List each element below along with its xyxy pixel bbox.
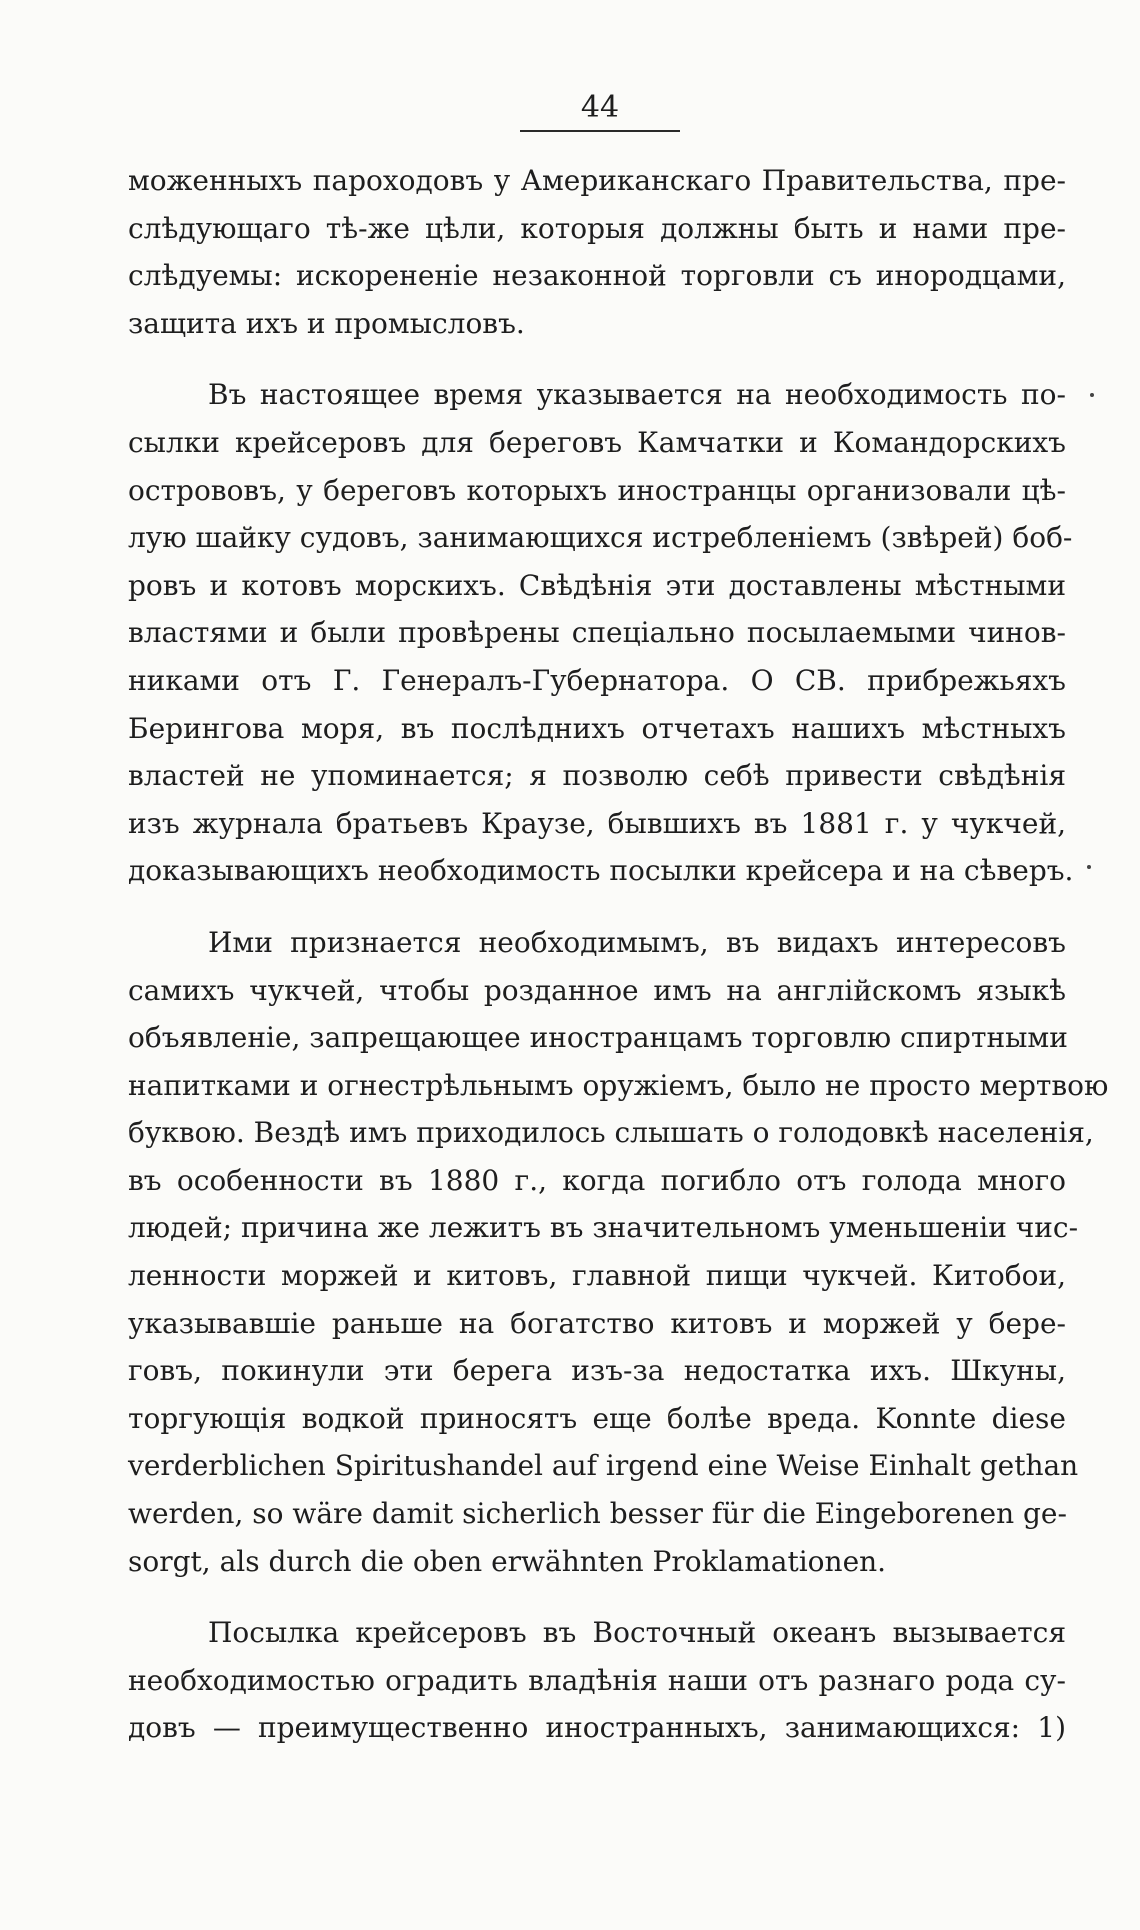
body-text [128,157,1109,1752]
text-line: говъ, покинули эти берега изъ-за недостатка ихъ. Шкуны, [128,1354,1066,1388]
text-line: указывавшіе раньше на богатство китовъ и моржей у бере- [128,1306,1066,1340]
scan-speck [1087,865,1091,869]
paragraph-1 [128,157,1066,347]
text-line: защита ихъ и промысловъ. [128,306,525,340]
text-line: людей; причина же лежитъ въ значительномъ уменьшеніи чис- [128,1211,1079,1245]
text-line: острововъ, у береговъ которыхъ иностранцы организовали цѣ- [128,473,1066,507]
text-line: довъ — преимущественно иностранныхъ, занимающихся: 1) [128,1711,1066,1745]
text-line: слѣдуемы: искорененіе незаконной торговли съ инородцами, [128,259,1066,293]
text-line: доказывающихъ необходимость посылки крейсера и на сѣверъ. [128,854,1074,888]
text-line: ленности моржей и китовъ, главной пищи чукчей. Китобои, [128,1259,1066,1293]
text-line: напитками и огнестрѣльнымъ оружіемъ, было не просто мертвою [128,1068,1109,1102]
text-line: торгующія водкой приносятъ еще болѣе вреда. Konnte diese [128,1401,1066,1435]
text-line: изъ журнала братьевъ Краузе, бывшихъ въ 1881 г. у чукчей, [128,806,1066,840]
page-number-rule [520,130,680,132]
paragraph-2 [128,371,1074,895]
text-line: sorgt, als durch die oben erwähnten Proklamationen. [128,1544,887,1578]
text-line: властями и были провѣрены спеціально посылаемыми чинов- [128,616,1066,650]
text-line: сылки крейсеровъ для береговъ Камчатки и Командорскихъ [128,425,1066,459]
text-line: властей не упоминается; я позволю себѣ привести свѣдѣнія [128,759,1066,793]
text-line: въ особенности въ 1880 г., когда погибло отъ голода много [128,1163,1066,1197]
text-line: Ими признается необходимымъ, въ видахъ интересовъ [208,925,1066,959]
text-line: никами отъ Г. Генералъ-Губернатора. О СВ. прибрежьяхъ [128,663,1066,697]
text-line: самихъ чукчей, чтобы розданное имъ на англійскомъ языкѣ [128,973,1066,1007]
text-line: буквою. Вездѣ имъ приходилось слышать о голодовкѣ населенія, [128,1116,1094,1150]
text-line: слѣдующаго тѣ-же цѣли, которыя должны быть и нами пре- [128,211,1066,245]
page-number: 44 [580,90,620,125]
text-line: Берингова моря, въ послѣднихъ отчетахъ нашихъ мѣстныхъ [128,711,1066,745]
paragraph-3 [128,919,1109,1585]
text-line: объявленіе, запрещающее иностранцамъ торговлю спиртными [128,1021,1068,1055]
text-line: Посылка крейсеровъ въ Восточный океанъ вызывается [208,1616,1066,1650]
text-line: лую шайку судовъ, занимающихся истребленіемъ (звѣрей) боб- [128,521,1073,555]
text-line: моженныхъ пароходовъ у Американскаго Правительства, пре- [128,164,1066,197]
text-line: werden, so wäre damit sicherlich besser für die Eingeborenen ge- [128,1497,1067,1531]
text-line: необходимостью оградить владѣнія наши отъ разнаго рода су- [128,1663,1066,1697]
text-line: verderblichen Spiritushandel auf irgend eine Weise Einhalt gethan [128,1449,1079,1483]
text-line: Въ настоящее время указывается на необходимость по- [208,378,1066,412]
paragraph-4 [128,1609,1066,1752]
scan-speck [1090,393,1094,397]
text-line: ровъ и котовъ морскихъ. Свѣдѣнія эти доставлены мѣстными [128,568,1066,602]
